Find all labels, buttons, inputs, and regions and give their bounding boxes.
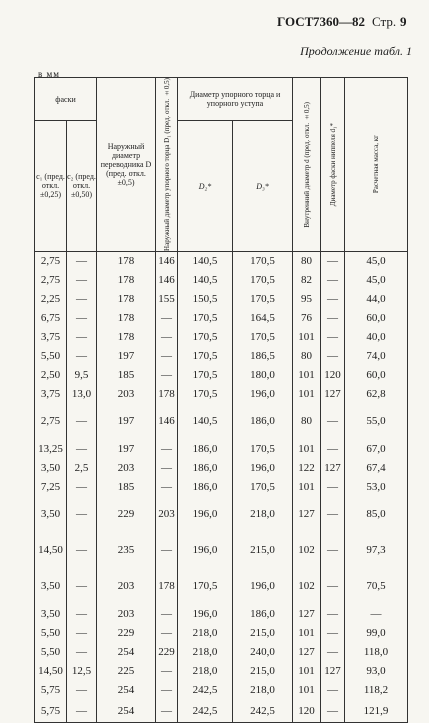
cell-c2: — (67, 680, 97, 699)
cell-d: 101 (293, 439, 321, 458)
cell-c2: 2,5 (67, 458, 97, 477)
cell-d: 203 (97, 384, 156, 403)
cell-d: 76 (293, 308, 321, 327)
cell-d: 101 (293, 623, 321, 642)
cell-d2: 218,0 (178, 642, 233, 661)
page-word: Стр. (372, 14, 397, 29)
cell-d: 120 (293, 699, 321, 722)
cell-d2: 140,5 (178, 251, 233, 270)
cell-d: 229 (97, 623, 156, 642)
cell-d: 80 (293, 346, 321, 365)
cell-c1: 3,50 (35, 458, 67, 477)
cell-m: 44,0 (345, 289, 408, 308)
cell-d2: 196,0 (178, 532, 233, 568)
mass-header: Расчетная масса, кг (345, 78, 408, 252)
cell-d: 82 (293, 270, 321, 289)
outer-diameter-header: Наружный диаметр переводника D (пред. откл. ±0,5) (97, 78, 156, 252)
cell-d1: — (321, 251, 345, 270)
cell-c2: — (67, 251, 97, 270)
cell-d2: 242,5 (178, 699, 233, 722)
table-row (35, 289, 408, 308)
cell-c1: 6,75 (35, 308, 67, 327)
cell-d: 229 (97, 496, 156, 532)
cell-m: 45,0 (345, 251, 408, 270)
cell-c2: 12,5 (67, 661, 97, 680)
table-row (35, 384, 408, 403)
cell-c2: — (67, 308, 97, 327)
table-row (35, 477, 408, 496)
cell-c2: — (67, 289, 97, 308)
cell-c1: 2,75 (35, 270, 67, 289)
cell-d3: 180,0 (233, 365, 293, 384)
cell-d1: — (321, 308, 345, 327)
cell-m: 70,5 (345, 568, 408, 604)
cell-d: 178 (97, 289, 156, 308)
cell-d2: 186,0 (178, 439, 233, 458)
cell-d3: 240,0 (233, 642, 293, 661)
cell-d1: 127 (321, 458, 345, 477)
cell-d: 185 (97, 477, 156, 496)
table-row (35, 623, 408, 642)
cell-c2: — (67, 327, 97, 346)
cell-d2: 196,0 (178, 496, 233, 532)
cell-d1: — (321, 346, 345, 365)
cell-d3: 186,0 (233, 403, 293, 439)
cell-d2: 186,0 (178, 477, 233, 496)
cell-m: 55,0 (345, 403, 408, 439)
diameter-group-header: Диаметр упорного торца и упорного уступа (178, 78, 293, 121)
cell-c2: — (67, 477, 97, 496)
table-row (35, 568, 408, 604)
standard-number: 7360—82 (313, 14, 365, 29)
cell-c2: — (67, 346, 97, 365)
cell-d1: — (156, 532, 178, 568)
table-row (35, 458, 408, 477)
table-row (35, 439, 408, 458)
cell-d3: 164,5 (233, 308, 293, 327)
cell-d3: 196,0 (233, 568, 293, 604)
cell-d2: 242,5 (178, 680, 233, 699)
cell-d1: — (321, 532, 345, 568)
cell-d3: 242,5 (233, 699, 293, 722)
d2-header: D₂* (178, 120, 233, 251)
cell-d3: 170,5 (233, 327, 293, 346)
cell-d: 178 (97, 327, 156, 346)
face-diameter-header: Наружный диаметр упорного торца D₁ (пред. откл. ±0,5) (156, 78, 178, 252)
cell-d3: 196,0 (233, 384, 293, 403)
cell-c2: 13,0 (67, 384, 97, 403)
cell-m: 53,0 (345, 477, 408, 496)
table-row (35, 661, 408, 680)
cell-c2: — (67, 532, 97, 568)
cell-d1: — (156, 604, 178, 623)
cell-c2: — (67, 623, 97, 642)
cell-c2: — (67, 270, 97, 289)
cell-c1: 5,75 (35, 680, 67, 699)
cell-m: 67,4 (345, 458, 408, 477)
continuation-title: Продолжение табл. 1 (300, 44, 412, 58)
cell-m: — (345, 604, 408, 623)
page-header (0, 14, 429, 34)
cell-d2: 196,0 (178, 604, 233, 623)
cell-d1: — (156, 623, 178, 642)
cell-d2: 170,5 (178, 384, 233, 403)
cell-d1: 178 (156, 568, 178, 604)
cell-d1: — (156, 365, 178, 384)
cell-m: 67,0 (345, 439, 408, 458)
cell-d: 80 (293, 251, 321, 270)
cell-d2: 140,5 (178, 270, 233, 289)
cell-d: 127 (293, 604, 321, 623)
cell-d: 101 (293, 365, 321, 384)
cell-d1: 155 (156, 289, 178, 308)
cell-d3: 170,5 (233, 439, 293, 458)
cell-d2: 170,5 (178, 327, 233, 346)
cell-c1: 3,75 (35, 384, 67, 403)
table-row (35, 346, 408, 365)
cell-d: 122 (293, 458, 321, 477)
table-row (35, 642, 408, 661)
cell-d1: — (156, 346, 178, 365)
cell-d3: 218,0 (233, 680, 293, 699)
table-row (35, 251, 408, 270)
cell-d1: — (321, 403, 345, 439)
cell-d3: 196,0 (233, 458, 293, 477)
cell-d1: — (321, 604, 345, 623)
cell-d: 101 (293, 680, 321, 699)
table-row (35, 532, 408, 568)
cell-d: 127 (293, 496, 321, 532)
cell-c2: 9,5 (67, 365, 97, 384)
cell-d3: 218,0 (233, 496, 293, 532)
cell-c1: 3,50 (35, 496, 67, 532)
inner-diameter-header: Внутренний диаметр d (пред. откл. ±0,5) (293, 78, 321, 252)
cell-d: 197 (97, 346, 156, 365)
cell-d: 197 (97, 403, 156, 439)
cell-c1: 13,25 (35, 439, 67, 458)
cell-c2: — (67, 642, 97, 661)
cell-d: 203 (97, 604, 156, 623)
cell-m: 85,0 (345, 496, 408, 532)
cell-d: 101 (293, 661, 321, 680)
cell-d: 101 (293, 384, 321, 403)
cell-d2: 170,5 (178, 568, 233, 604)
cell-d2: 150,5 (178, 289, 233, 308)
cell-d1: — (321, 623, 345, 642)
cell-m: 60,0 (345, 365, 408, 384)
cell-c1: 2,75 (35, 251, 67, 270)
cell-c2: — (67, 403, 97, 439)
cell-c1: 5,50 (35, 642, 67, 661)
cell-c1: 2,50 (35, 365, 67, 384)
cell-c2: — (67, 604, 97, 623)
table-row (35, 365, 408, 384)
cell-c2: — (67, 439, 97, 458)
table-row (35, 604, 408, 623)
cell-c1: 3,50 (35, 604, 67, 623)
cell-d: 127 (293, 642, 321, 661)
cell-c1: 14,50 (35, 661, 67, 680)
cell-d3: 186,5 (233, 346, 293, 365)
cell-d2: 186,0 (178, 458, 233, 477)
cell-d1: 146 (156, 251, 178, 270)
cell-d2: 170,5 (178, 365, 233, 384)
cell-d2: 170,5 (178, 346, 233, 365)
cell-m: 45,0 (345, 270, 408, 289)
cell-d3: 215,0 (233, 532, 293, 568)
cell-d1: — (156, 477, 178, 496)
cell-c1: 5,75 (35, 699, 67, 722)
table-row (35, 699, 408, 722)
table-row (35, 270, 408, 289)
cell-d1: — (321, 568, 345, 604)
cell-d: 254 (97, 642, 156, 661)
cell-d1: — (321, 439, 345, 458)
cell-d1: — (321, 289, 345, 308)
cell-d1: — (321, 680, 345, 699)
cell-d3: 170,5 (233, 251, 293, 270)
cell-d: 178 (97, 308, 156, 327)
cell-d: 197 (97, 439, 156, 458)
cell-d1: — (321, 496, 345, 532)
page-number: 9 (400, 14, 407, 29)
table-row (35, 496, 408, 532)
cell-c2: — (67, 568, 97, 604)
cell-c1: 14,50 (35, 532, 67, 568)
table-row (35, 680, 408, 699)
cell-d1: 127 (321, 661, 345, 680)
dimension-table (34, 77, 408, 723)
cell-d2: 140,5 (178, 403, 233, 439)
cell-d1: 203 (156, 496, 178, 532)
cell-d1: 178 (156, 384, 178, 403)
cell-m: 121,9 (345, 699, 408, 722)
c1-header: c₁ (пред. откл. ±0,25) (35, 120, 67, 251)
cell-d1: 120 (321, 365, 345, 384)
cell-m: 93,0 (345, 661, 408, 680)
cell-m: 60,0 (345, 308, 408, 327)
nipple-chamfer-header: Диаметр фаски ниппеля d₁* (321, 78, 345, 252)
cell-d1: — (321, 699, 345, 722)
cell-m: 97,3 (345, 532, 408, 568)
cell-d: 225 (97, 661, 156, 680)
cell-m: 99,0 (345, 623, 408, 642)
cell-d3: 170,5 (233, 289, 293, 308)
cell-d2: 218,0 (178, 623, 233, 642)
cell-d: 203 (97, 458, 156, 477)
gost-label: ГОСТ (277, 14, 314, 29)
cell-d: 254 (97, 699, 156, 722)
cell-m: 40,0 (345, 327, 408, 346)
c2-header: c₂ (пред. откл. ±0,50) (67, 120, 97, 251)
cell-c2: — (67, 496, 97, 532)
cell-d: 203 (97, 568, 156, 604)
cell-d2: 170,5 (178, 308, 233, 327)
cell-d1: — (321, 327, 345, 346)
cell-m: 62,8 (345, 384, 408, 403)
table-row (35, 327, 408, 346)
cell-d: 95 (293, 289, 321, 308)
cell-c1: 3,50 (35, 568, 67, 604)
cell-d3: 215,0 (233, 623, 293, 642)
table-row (35, 308, 408, 327)
cell-m: 118,2 (345, 680, 408, 699)
cell-d1: — (156, 680, 178, 699)
cell-d3: 170,5 (233, 477, 293, 496)
cell-d1: — (156, 439, 178, 458)
cell-d: 178 (97, 251, 156, 270)
cell-d: 102 (293, 532, 321, 568)
cell-d1: — (156, 327, 178, 346)
cell-c1: 7,25 (35, 477, 67, 496)
cell-d1: — (321, 642, 345, 661)
cell-d: 185 (97, 365, 156, 384)
cell-d2: 218,0 (178, 661, 233, 680)
cell-c2: — (67, 699, 97, 722)
cell-d3: 186,0 (233, 604, 293, 623)
cell-c1: 5,50 (35, 346, 67, 365)
cell-d1: — (321, 477, 345, 496)
cell-d1: 127 (321, 384, 345, 403)
cell-d: 101 (293, 327, 321, 346)
cell-d1: — (156, 699, 178, 722)
cell-c1: 2,25 (35, 289, 67, 308)
table-row (35, 403, 408, 439)
cell-c1: 5,50 (35, 623, 67, 642)
cell-d: 101 (293, 477, 321, 496)
cell-d1: 229 (156, 642, 178, 661)
cell-d3: 170,5 (233, 270, 293, 289)
cell-d: 178 (97, 270, 156, 289)
cell-c1: 3,75 (35, 327, 67, 346)
cell-m: 118,0 (345, 642, 408, 661)
cell-d1: — (156, 308, 178, 327)
cell-d: 235 (97, 532, 156, 568)
cell-d3: 215,0 (233, 661, 293, 680)
cell-d: 102 (293, 568, 321, 604)
cell-d1: — (156, 661, 178, 680)
cell-c1: 2,75 (35, 403, 67, 439)
cell-d1: 146 (156, 270, 178, 289)
d3-header: D₃* (233, 120, 293, 251)
cell-m: 74,0 (345, 346, 408, 365)
cell-d1: — (321, 270, 345, 289)
cell-d1: 146 (156, 403, 178, 439)
chamfer-header: фаски (35, 78, 97, 121)
cell-d1: — (156, 458, 178, 477)
cell-d: 254 (97, 680, 156, 699)
cell-d: 80 (293, 403, 321, 439)
units-label: в мм (38, 69, 60, 79)
